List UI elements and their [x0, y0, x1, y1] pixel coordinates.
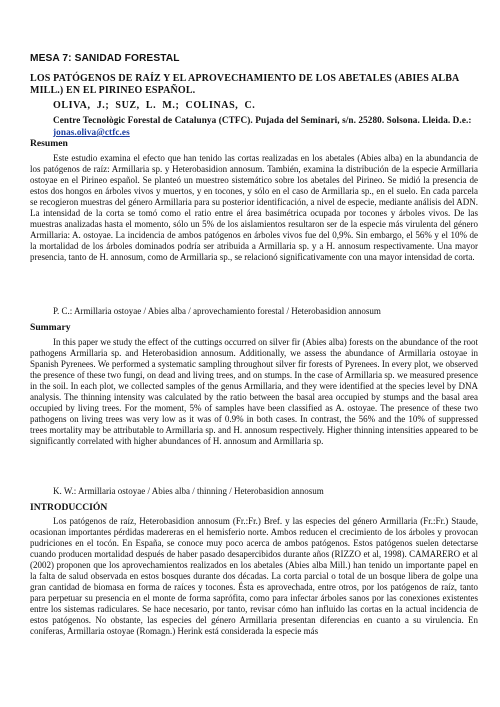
authors: OLIVA, J.; SUZ, L. M.; COLINAS, C. [53, 100, 256, 111]
introduccion-text: Los patógenos de raíz, Heterobasidion annosum (Fr.:Fr.) Bref. y las especies del género Armillaria (Fr.:Fr.) Staude, ocasionan importantes pérdidas madereras en el hemisferio norte. Ambos reducen el crecimiento de los árboles y provocan pudriciones en el tocón. En España, se conoce muy poco acerca de ambos patógenos. Estos patógenos suelen detectarse cuando producen mortalidad después de haber pasado desapercibidos durante años (RIZZO et al, 1998). CAMARERO et al (2002) proponen que los aprovechamientos realizados en los abetales (Abies alba Mill.) han tenido un importante papel en la falta de salud observada en estos bosques durante dos décadas. La corta parcial o total de un bosque libera de golpe una gran cantidad de biomasa en forma de raíces y tocones. Ésta es aprovechada, entre otros, por los patógenos de raíz, tanto para perpetuar su presencia en el monte de forma saprófita, como para infectar árboles sanos por las conexiones existentes entre los sistemas radiculares. Se hace necesario, por tanto, revisar cómo han influido las cortas en la actual incidencia de estos patógenos. No obstante, las especies del género Armillaria presentan diferencias en cuanto a su virulencia. En coníferas, Armillaria ostoyae (Romagn.) Herink está considerada la especie más [30, 516, 478, 636]
summary-heading: Summary [30, 322, 71, 333]
summary-paragraph [30, 337, 478, 447]
resumen-text: Este estudio examina el efecto que han tenido las cortas realizadas en los abetales (Abies alba) en la abundancia de los patógenos de raíz: Armillaria sp. y Heterobasidion annosum. También, examina la distribución de la especie Armillaria ostoyae en el Pirineo español. Se planteó un muestreo sistemático sobre los abetales del Pirineo. Se midió la presencia de estos dos hongos en árboles vivos y muertos, y en tocones, y sólo en el caso de Armillaria sp., en el suelo. En cada parcela se recogieron muestras del género Armillaria para su posterior identificación, a nivel de especie, mediante análisis del ADN. La intensidad de la corta se tomó como el ratio entre el área basimétrica ocupada por tocones y árboles vivos. De las muestras analizadas hasta el momento, sólo un 5% de los aislamientos resultaron ser de la especie más virulenta del género Armillaria: A. ostoyae. La incidencia de ambos patógenos en árboles vivos fue del 0,9%. Sin embargo, el 56% y el 10% de la mortalidad de los árboles dominados podría ser atribuida a Armillaria sp. y a H. annosum respectivamente. Una mayor presencia, tanto de H. annosum, como de Armillaria sp., se relacionó significativamente con una mayor intensidad de corta. [30, 153, 478, 262]
affiliation-text: Centre Tecnològic Forestal de Catalunya (CTFC). Pujada del Seminari, s/n. 25280. Solsona. Lleida. D.e.: [53, 115, 472, 125]
paper-title: LOS PATÓGENOS DE RAÍZ Y EL APROVECHAMIENTO DE LOS ABETALES (ABIES ALBA MILL.) EN EL PIRINEO ESPAÑOL. [30, 73, 459, 96]
resumen-paragraph [30, 153, 478, 263]
session-heading: MESA 7: SANIDAD FORESTAL [30, 53, 180, 64]
introduccion-heading: INTRODUCCIÓN [30, 502, 108, 513]
summary-text: In this paper we study the effect of the cuttings occurred on silver fir (Abies alba) forests on the abundance of the root pathogens Armillaria sp. and Heterobasidion annosum. Additionally, we assess the abundance of Armillaria ostoyae in Spanish Pyrenees. We performed a systematic sampling throughout silver fir forests of Pyrenees. In every plot, we observed the presence of these two fungi, on dead and living trees, and on stumps. In the case of Armillaria sp. we measured presence in the soil. In each plot, we collected samples of the genus Armillaria, and they were identified at the species level by DNA analysis. The thinning intensity was calculated by the ratio between the basal area occupied by stumps and the basal area occupied by living trees. For the moment, 5% of samples have been classified as A. ostoyae. The presence of these two pathogens on living trees was very low as it was of 0.9% in both cases. In contrast, the 56% and the 10% of suppressed trees mortality may be attributable to Armillaria sp. and H. annosum respectively. Higher thinning intensities appeared to be significantly correlated with higher abundances of H. annosum and Armillaria sp. [30, 337, 478, 446]
resumen-heading: Resumen [30, 138, 68, 149]
email-link[interactable]: jonas.oliva@ctfc.es [53, 127, 130, 137]
key-words: K. W.: Armillaria ostoyae / Abies alba / thinning / Heterobasidion annosum [53, 486, 324, 496]
affiliation [53, 114, 478, 138]
introduccion-paragraph [30, 516, 478, 637]
palabras-clave: P. C.: Armillaria ostoyae / Abies alba / aprovechamiento forestal / Heterobasidion annosum [53, 306, 381, 316]
